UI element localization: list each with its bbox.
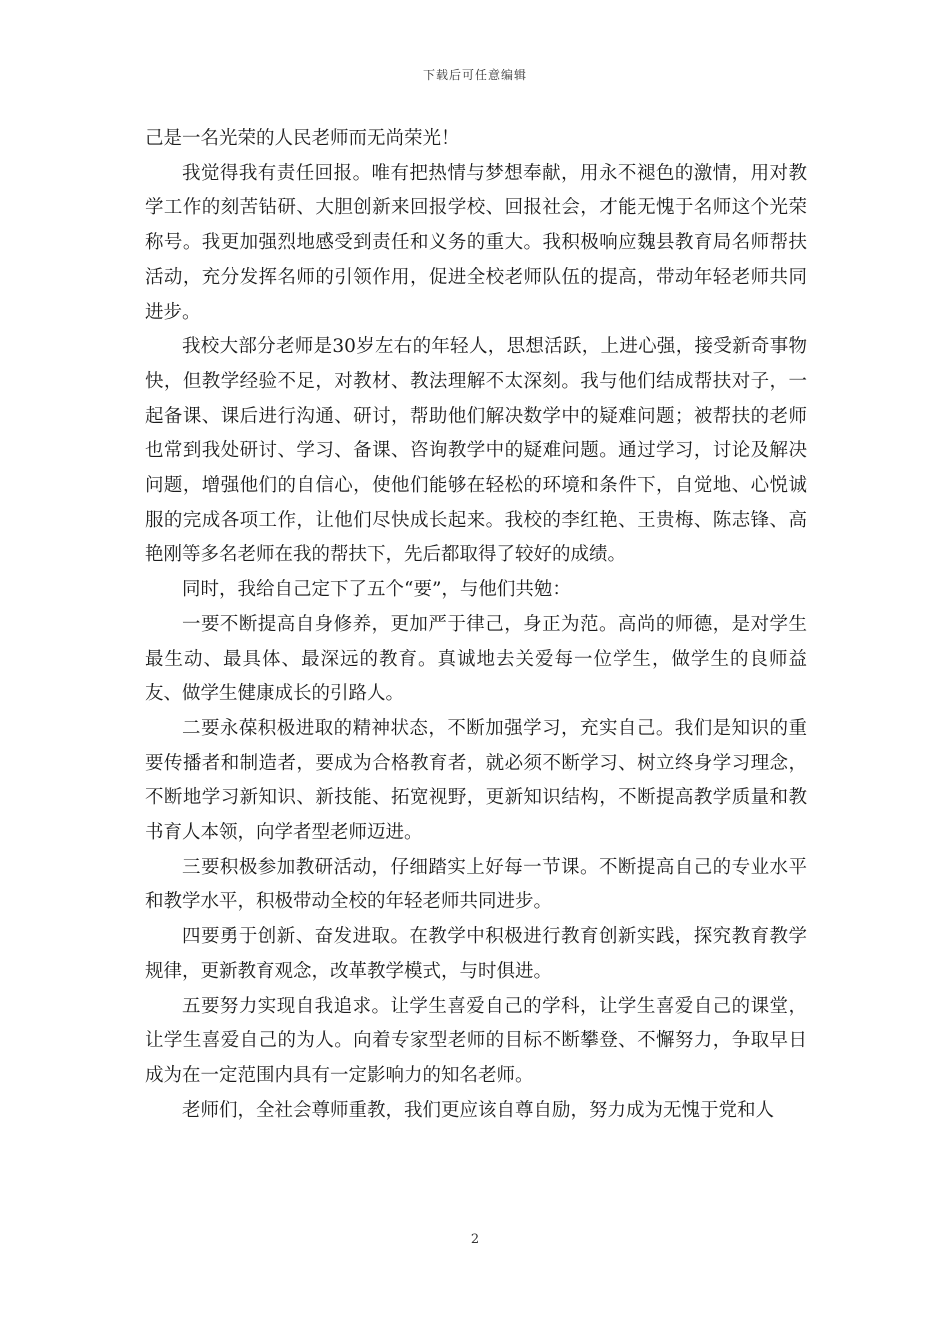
paragraph-five-goals-intro: 同时，我给自己定下了五个“要”，与他们共勉： (182, 579, 571, 601)
paragraph-goal-three: 三要积极参加教研活动，仔细踏实上好每一节课。不断提高自己的专业水平和教学水平，积极带动全校的年轻老师共同进步。 (145, 856, 807, 913)
header-note: 下载后可任意编辑 (422, 68, 527, 82)
paragraph-closing: 老师们，全社会尊师重教，我们更应该自尊自励，努力成为无愧于党和人 (182, 1099, 775, 1121)
paragraph-goal-four: 四要勇于创新、奋发进取。在教学中积极进行教育创新实践，探究教育教学规律，更新教育观念，改革教学模式，与时俱进。 (145, 926, 807, 982)
paragraph-goal-two: 二要永葆积极进取的精神状态，不断加强学习，充实自己。我们是知识的重要传播者和制造者，要成为合格教育者，就必须不断学习、树立终身学习理念，不断地学习新知识、新技能、拓宽视野，更新知识结构，不断提高教学质量和教书育人本领，向学者型老师迈进。 (145, 717, 807, 844)
paragraph-goal-one: 一要不断提高自身修养，更加严于律己，身正为范。高尚的师德，是对学生最生动、最具体、最深远的教育。真诚地去关爱每一位学生，做学生的良师益友、做学生健康成长的引路人。 (145, 613, 807, 705)
paragraph-responsibility: 我觉得我有责任回报。唯有把热情与梦想奉献，用永不褪色的激情，用对教学工作的刻苦钻研、大胆创新来回报学校、回报社会，才能无愧于名师这个光荣称号。我更加强烈地感受到责任和义务的重大。我积极响应魏县教育局名师帮扶活动，充分发挥名师的引领作用，促进全校老师队伍的提高，带动年轻老师共同进步。 (145, 162, 807, 323)
paragraph-goal-five: 五要努力实现自我追求。让学生喜爱自己的学科，让学生喜爱自己的课堂，让学生喜爱自己的为人。向着专家型老师的目标不断攀登、不懈努力，争取早日成为在一定范围内具有一定影响力的知名老师。 (145, 995, 807, 1086)
paragraph-continuation: 己是一名光荣的人民老师而无尚荣光！ (145, 128, 460, 149)
page-number: 2 (470, 1232, 480, 1247)
document-body (145, 122, 807, 1128)
paragraph-mentoring: 我校大部分老师是30岁左右的年轻人，思想活跃，上进心强，接受新奇事物快，但教学经验不足，对教材、教法理解不太深刻。我与他们结成帮扶对子，一起备课、课后进行沟通、研讨，帮助他们解决数学中的疑难问题；被帮扶的老师也常到我处研讨、学习、备课、咨询教学中的疑难问题。通过学习，讨论及解决问题，增强他们的自信心，使他们能够在轻松的环境和条件下，自觉地、心悦诚服的完成各项工作，让他们尽快成长起来。我校的李红艳、王贵梅、陈志锋、高艳刚等多名老师在我的帮扶下，先后都取得了较好的成绩。 (145, 336, 807, 566)
